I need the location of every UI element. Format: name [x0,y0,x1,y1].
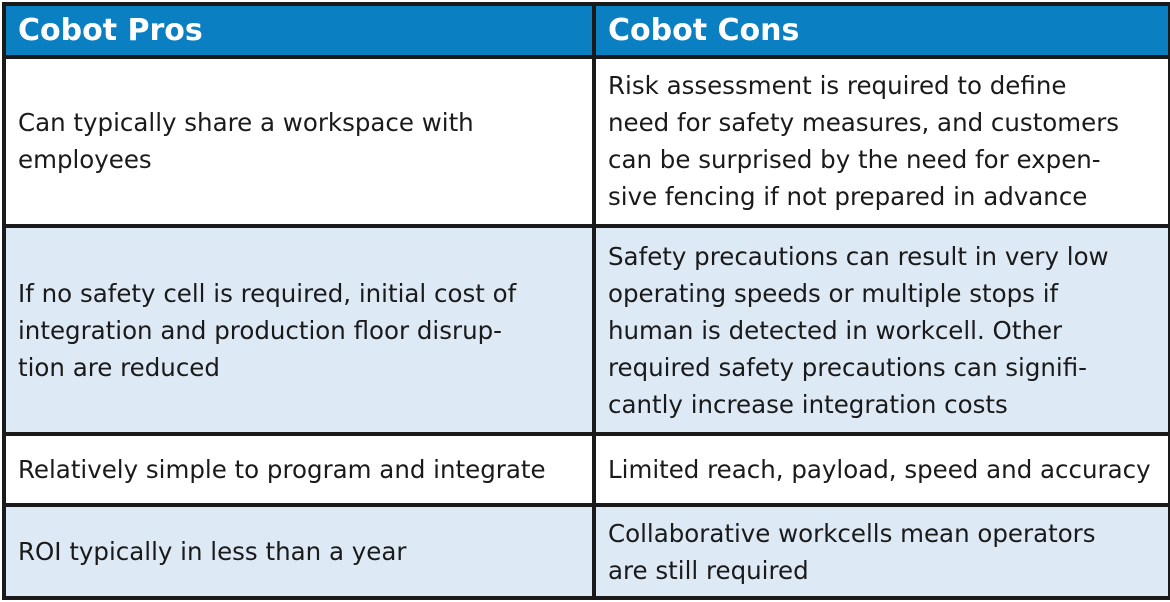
pro-cell [4,434,594,505]
con-cell [594,434,1170,505]
con-line: need for safety measures, and customers [608,108,1120,138]
con-cell [594,505,1170,598]
pro-cell [4,505,594,598]
con-line: operating speeds or multiple stops if [608,278,1059,308]
pro-line: Can typically share a workspace with [18,108,474,138]
pro-cell [4,226,594,434]
con-line: required safety precautions can signifi- [608,352,1087,382]
table-row [4,434,1170,505]
con-line: can be surprised by the need for expen- [608,145,1101,175]
con-line: Limited reach, payload, speed and accuracy [608,455,1151,485]
header-cons: Cobot Cons [594,4,1170,57]
pro-line: tion are reduced [18,352,220,382]
header-pros: Cobot Pros [4,4,594,57]
con-line: cantly increase integration costs [608,389,1008,419]
pro-line: integration and production floor disrup- [18,315,502,345]
con-cell [594,57,1170,226]
con-cell [594,226,1170,434]
con-line: sive fencing if not prepared in advance [608,182,1088,212]
pro-line: ROI typically in less than a year [18,537,407,567]
pro-line: If no safety cell is required, initial cost of [18,278,517,308]
table-row [4,57,1170,226]
table-row [4,226,1170,434]
pro-line: employees [18,145,152,175]
pro-cell [4,57,594,226]
con-line: Risk assessment is required to define [608,71,1067,101]
con-line: Safety precautions can result in very low [608,241,1109,271]
pro-line: Relatively simple to program and integrate [18,455,546,485]
con-line: Collaborative workcells mean operators [608,518,1096,548]
con-line: are still required [608,555,809,585]
pros-cons-table [2,2,1170,600]
table-row [4,505,1170,598]
header-row [4,4,1170,57]
con-line: human is detected in workcell. Other [608,315,1063,345]
